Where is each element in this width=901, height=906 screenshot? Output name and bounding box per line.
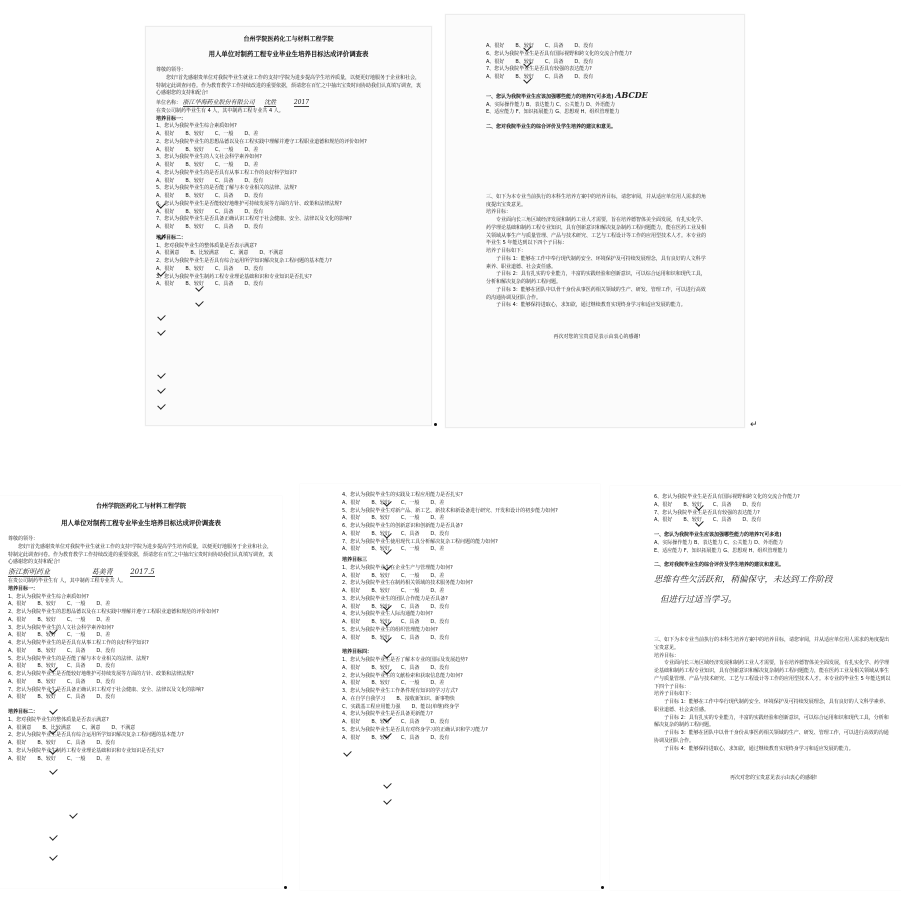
question: 6、您认为我院毕业生是否具有国际视野和跨文化的交流合作能力? [654,494,800,500]
goal-one-heading: 培养目标一： [156,115,187,122]
suggestion-handwritten: 思维有些欠活跃和，稍偏保守，未达到工作阶段 [654,575,833,585]
options-row: A、很好 B、较好 C、具备 D、没有 [486,58,594,65]
date-handwritten: 2017.5 [130,568,155,577]
options-row: A、很好 B、较好 C、具备 D、没有 [8,647,116,654]
survey-page-2 [445,14,745,428]
intro-paragraph: 您好!首先感谢贵单位对我院毕业生就业工作的支持!学院为进步提高学生培养质量，以便更好地服务于企业和社会，特制定此调查问卷。作为教育教学工作持续改进的重要依据，烦请您在百忙之中抽出宝贵时间协助我们认真填写调查，衷心感谢您的支持和配合! [156,74,422,97]
survey-title: 用人单位对制药工程专业毕业生培养目标达成评价调查表 [208,50,369,59]
survey-page-3 [0,496,282,888]
school-name: 台州学院医药化工与材料工程学院 [243,36,334,43]
options-row: C、实践基工程应用能力强 D、能以(单继)终身学 [342,703,460,710]
options-row: A、很好 B、较好 C、一般 D、差 [8,632,111,639]
options-row: A、很好 B、较好 C、一般 D、差 [342,588,445,594]
survey-page-4 [300,484,600,890]
goal-text: 专业面向长三角区域经济发展和制药工业人才需要，旨在培养德智体美全面发展，有扎实化学、药学理论基础和制药工程专业知识，具有创新意识和解决复杂制药工程问题能力，能在医药工业及相关领域从事生产与质量管理、产品与技术研究、工艺与工程设计等工作的应用型技术人才。本专业的毕业生 5 年能达到以下四个子目标： [486,217,707,247]
question: 1、您认为我院毕业生是否了解本专业的国际及发展趋势? [342,657,468,663]
question: 2、您认为我院毕业生在制药相关领域的技术服务能力如何? [342,580,473,587]
question: 7、您认为我院毕业生是否具有较强的表达能力? [486,66,592,73]
unit-line [8,567,274,578]
options-row: A、很好 B、较好 C、具备 D、没有 [156,177,264,184]
question: 3、您认为我院毕业生工作条件现有知识的学习方式? [342,688,458,694]
options-row: A、很好 B、较好 C、一般 D、差 [156,131,259,138]
question: 5、您认为我院毕业生对新产品、新工艺、新技术和新设备进行研究、开发和设计的初步能力如何? [342,507,558,514]
options-row: A、很好 B、较好 C、一般 D、差 [342,680,445,687]
options-row: A、很满意 B、比较满意 C、满意 D、不满意 [8,724,136,731]
question: 3、您认为我院毕业生的人文社会科学素养如何? [156,154,262,161]
question: 3、您认为我院毕业生制药工程专业理论基础和识和专业知识是否扎实? [156,273,312,280]
options-row: A、很好 B、较好 C、一般 D、差 [342,499,445,506]
question: 1、您对我院毕业生的整体质量是否表示满意? [156,242,257,249]
question: 4、您认为我院毕业生的是否具有从事工程工作的良好科学知识? [156,169,297,176]
question: 7、您认为我院毕业生是否具备正确认识工程对于社会健康、安全、法律以及文化的影响? [8,686,204,693]
abilities-handwritten-answer: ABCDE [615,89,648,100]
options-row: A、很好 B、较好 C、具备 D、没有 [156,208,264,215]
greeting: 尊敬的领导： [156,67,187,74]
question: 2、您认为我院毕业生的思想品德以及在工程实践中理解并遵守工程职业道德和规范的评价如何? [156,138,367,145]
options-row: A、很好 B、较好 C、具备 D、没有 [342,664,450,671]
options-row: A、很好 B、较好 C、具备 D、没有 [8,678,116,685]
options-row: A、很好 B、较好 C、具备 D、没有 [342,530,450,537]
options-row: A、很好 B、较好 C、具备 D、没有 [486,74,594,80]
options-row: A、很好 B、较好 C、具备 D、没有 [8,740,116,747]
abilities-list: A、实际操作能力 B、表达能力 C、公关能力 D、外语能力 [654,539,783,546]
section-suggestions: 二、您对我院毕业生的综合评价及学生培养的建议和意见。 [654,562,785,569]
question: 5、您认为我院毕业生是否具有对终身学习的正确认识和学习能力? [342,726,488,733]
school-name: 台州学院医药化工与材料工程学院 [95,503,186,510]
goal-one-heading: 培养目标一： [8,585,39,592]
question: 1、您对我院毕业生的整体质量是否表示满意? [8,716,109,723]
options-row: A、很好 B、较好 C、具备 D、没有 [156,193,264,200]
graduate-count-line: 在贵公司制药毕业生有 4 人，其中制药工程专业共 4 人。 [156,107,284,114]
options-row: A、很满意 B、比较满意 C、满意 D、不满意 [156,250,284,257]
question: 5、您认为我院毕业生的是否能了解与本专业相关的法律、法规? [156,185,297,192]
page-marker [284,886,287,889]
goal-two-heading: 培养目标二： [8,709,39,716]
options-row: A、很好 B、较好 C、一般 D、差 [156,146,259,153]
question: 6、您认为我院毕业生是否具有国际视野和跨文化的交流合作能力? [486,50,632,57]
options-row: A、很好 B、较好 C、具备 D、没有 [486,43,594,49]
options-row: A、很好 B、较好 C、一般 D、差 [8,616,111,623]
question: 7、您认为我院毕业生使用现代工具分析解决复杂工程问题的能力如何? [342,538,498,545]
question: 1、您认为我院毕业生综合素质如何? [8,593,89,600]
question: 1、您认为我院毕业生在企业生产与管理能力如何? [342,564,453,571]
options-row: A、很好 B、较好 C、具备 D、没有 [156,224,264,231]
goal-label: 培养目标： [486,209,512,216]
question: 2、您认为我院毕业生的思想品德以及在工程实践中理解并遵守工程职业道德和规范的评价如何? [8,609,219,616]
question: 5、您认为我院毕业生的组织管理能力如何? [342,626,438,633]
question: 2、您认为我院毕业生是否具有综合运用所学知识解决复杂工程问题的基本能力? [156,258,332,265]
options-row: A、很好 B、较好 C、具备 D、没有 [654,501,762,508]
question: 6、您认为我院毕业生是否能较好地维护可持续发展等方面的方针、政策和法律法规? [156,200,342,207]
page-marker [601,886,604,889]
abilities-list: E、适应能力 F、知识拓展能力 G、思想观 H、组织管理能力 [654,547,788,554]
question: 4、您认为我院毕业生人际沟通能力如何? [342,611,433,618]
suggestion-handwritten: 但进行过适当学习。 [660,594,737,605]
options-row: A、很好 B、较好 C、一般 D、差 [8,755,111,762]
unit-name-handwritten: 浙江华海药业股份有限公司 [182,99,255,107]
date-handwritten: 2017 [293,99,310,107]
options-row: A、很好 B、较好 C、具备 D、没有 [342,634,450,641]
sub-goal: 子目标 4：能够保持进取心，求知欲，通过继续教育实现终身学习和适应发展的能力。 [664,745,854,752]
question: 7、您认为我院毕业生是否具备正确认识工程对于社会健康、安全、法律以及文化的影响? [156,216,352,223]
survey-page-5 [610,486,901,890]
section-abilities: 一、您认为我院毕业生应该加强哪些能力的培养?(可多选) ABCDE [486,89,648,100]
goal-label: 培养目标： [654,652,680,659]
options-row: A、在自学自我学习 B、接收新知识、新事物快 [342,695,455,702]
options-row: A、很好 B、较好 C、一般 D、差 [8,601,111,608]
options-row: A、很好 B、较好 C、具备 D、没有 [342,734,450,741]
options-row: A、很好 B、较好 C、具备 D、没有 [8,663,116,670]
survey-title: 用人单位对制药工程专业毕业生培养目标达成评价调查表 [61,519,221,528]
goal-three-heading: 培养目标三 [342,557,368,563]
options-row: A、很好 B、较好 C、具备 D、没有 [156,281,264,288]
return-arrow-icon: ↵ [750,420,758,430]
question: 4、您认为我院毕业生的实践及工程应用能力是否扎实? [342,492,463,498]
thanks-line: 再次对您的宝贵意见表示由衷心的感谢! [729,775,817,782]
question: 6、您认为我院毕业生的创新意识和创新能力是否具备? [342,523,463,529]
sub-goal: 子目标 3：能够在团队中以骨干身份从事医药相关领域的生产、研发、管理工作，可以进行高效的沟通协调及团队合作。 [654,730,889,744]
abilities-list: A、实际操作能力 B、表达能力 C、公关能力 D、外语能力 [486,101,615,108]
graduate-count-line: 在贵公司制药毕业生有 人，其中制药工程专业共 人。 [8,578,127,585]
options-row: A、很好 B、较好 C、具备 D、没有 [342,603,450,610]
options-row: A、很好 B、较好 C、具备 D、没有 [342,619,450,625]
question: 1、您认为我院毕业生综合素质如何? [156,123,237,130]
section-goals: 三、如下为本专业当前执行的本科生培养方案中的培养目标，请您审阅，并从适应单位用人需求的角度提出宝贵意见。 [654,637,890,651]
intro-paragraph: 您好!首先感谢贵单位对我院毕业生就业工作的支持!学院为进步提高学生培养质量，以便更好地服务于企业和社会，特制定此调查问卷。作为教育教学工作持续改进的重要依据，烦请您在百忙之中抽出宝贵时间协助我们认真填写调查，衷心感谢您的支持和配合! [8,543,274,566]
question: 6、您认为我院毕业生是否能较好地维护可持续发展等方面的方针、政策和法律法规? [8,671,194,678]
greeting: 尊敬的领导： [8,536,39,543]
goal-two-heading: 培养目标二： [156,234,187,241]
page-marker [434,423,437,426]
goal-text: 专业面向长三角区域经济发展和制药工业人才需要，旨在培养德智体美全面发展，有扎实化学、药学理论基础和制药工程专业知识，具有创新意识和解决复杂制药工程问题能力，能在医药工业及相关领域从事生产与质量管理、产品与技术研究、工艺与工程设计等工作的应用型技术人才。本专业的毕业生 5 年能达到以下四个子目标： [654,660,891,690]
options-row: A、很好 B、较好 C、一般 D、差 [342,572,445,579]
sub-goal: 子目标 2：具有扎实的专业能力，丰富的实践经验和创新意识，可以综合运用和识和现代工具，分析和解决复杂的制药工程问题。 [654,714,889,729]
question: 4、您认为我院毕业生的是否具有从事工程工作的良好科学知识? [8,640,149,647]
sub-goal-label: 培养子目标如下： [486,248,527,254]
question: 2、您认为我院毕业生的文献检索和获取信息能力如何? [342,672,463,679]
abilities-list: E、适应能力 F、知识拓展能力 G、思想观 H、组织管理能力 [486,109,620,116]
options-row: A、很好 B、较好 C、具备 D、没有 [156,265,264,272]
sub-goal: 子目标 1：能够在工作中奉行现代制药安全、环境保护及可持续发展理念，具有良好的人文科学素养、职业道德、社会责任感。 [486,255,706,270]
goal-four-heading: 培养目标四： [342,649,373,656]
options-row: A、很好 B、较好 C、具备 D、没有 [8,694,116,701]
options-row: A、很好 B、较好 C、具备 D、没有 [654,517,762,524]
filler-handwritten: 沈胜 [264,99,277,107]
options-row: A、很好 B、较好 C、一般 D、差 [342,515,445,522]
question: 3、您认为我院毕业生的团队合作能力是否具备? [342,595,448,602]
sub-goal: 子目标 1：能够在工作中奉行现代制药安全、环境保护及可持续发展理念，具有良好的人文科学素养、职业道德、社会责任感。 [654,699,889,713]
question: 2、您认为我院毕业生是否具有综合运用所学知识解决复杂工程问题的基本能力? [8,732,184,739]
question: 5、您认为我院毕业生的是否能了解与本专业相关的法律、法规? [8,655,149,662]
section-goals: 三、如下为本专业当前执行的本科生培养方案中的培养目标，请您审阅，并从适应单位用人需求的角度提出宝贵意见。 [486,193,707,208]
unit-name-handwritten: 浙江新明药业 [8,568,50,577]
options-row: A、很好 B、较好 C、一般 D、差 [342,546,445,553]
filler-handwritten: 葛美青 [91,568,113,577]
thanks-line: 再次对您的宝贵意见表示由衷心的感谢! [553,334,641,340]
survey-page-1 [145,26,432,426]
section-abilities: 一、您认为我院毕业生应该加强哪些能力的培养?(可多选) [654,532,782,538]
sub-goal: 子目标 4：能够保持进取心，求知欲，通过继续教育实现终身学习和适应发展的能力。 [496,302,686,309]
sub-goal: 子目标 3：能够在团队中以骨干身份从事医药相关领域的生产、研发、管理工作，可以进行高效的沟通协调及团队合作。 [486,286,706,301]
question: 7、您认为我院毕业生是否具有较强的表达能力? [654,509,760,516]
question: 3、您认为我院毕业生制药工程专业理论基础和识和专业知识是否扎实? [8,747,164,754]
question: 4、您认为我院毕业生是否具备更新能力? [342,711,433,718]
section-suggestions: 二、您对我院毕业生的综合评价及学生培养的建议和意见。 [486,124,617,130]
options-row: A、很好 B、较好 C、一般 D、差 [156,162,259,169]
options-row: A、很好 B、较好 C、具备 D、没有 [342,719,450,725]
sub-goal-label: 培养子目标如下： [654,691,695,698]
question: 3、您认为我院毕业生的人文社会科学素养如何? [8,624,114,631]
unit-line: 单位名称： 浙江华海药业股份有限公司 沈胜 2017 [156,99,310,107]
sub-goal: 子目标 2：具有扎实的专业能力，丰富的实践经验和创新意识，可以综合运用和识和现代工具，分析和解决复杂的制药工程问题。 [486,271,706,285]
